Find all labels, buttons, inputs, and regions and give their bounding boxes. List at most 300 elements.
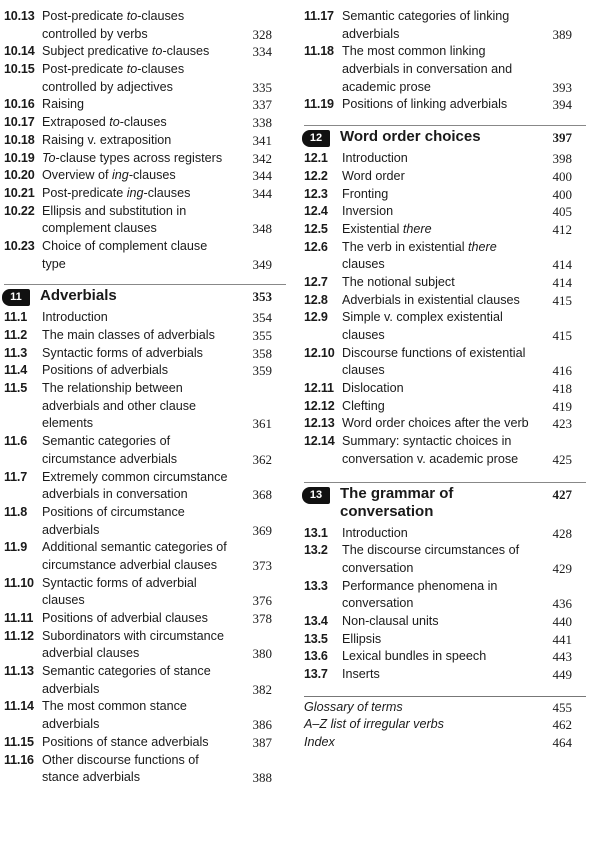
section-title: clauses [342, 257, 385, 272]
page-number: 441 [552, 631, 572, 647]
italic-term: ing [126, 185, 144, 200]
toc-entry [304, 168, 586, 186]
section-title: Word order [342, 168, 405, 183]
section-title: Post-predicate to-clauses [42, 9, 185, 23]
toc-entry-line [4, 220, 286, 238]
page-number: 359 [252, 363, 272, 379]
section-title: Overview of ing-clauses [42, 168, 176, 183]
toc-entry [4, 327, 286, 345]
italic-term: to [151, 44, 163, 59]
page-number: 386 [252, 717, 272, 733]
toc-entry-line [4, 362, 286, 380]
page-number: 355 [252, 328, 272, 343]
toc-entry-line [4, 769, 286, 787]
toc-entry-line [4, 96, 286, 114]
toc-entry-line [4, 716, 286, 734]
toc-column-right [304, 8, 586, 752]
chapter-number-badge: 12 [302, 130, 330, 147]
toc-entry [4, 663, 286, 698]
section-number: 13.2 [304, 543, 328, 558]
toc-entry-line [304, 309, 586, 327]
page-number: 415 [552, 328, 572, 343]
page-number: 449 [552, 667, 572, 682]
toc-entry [304, 221, 586, 239]
section-title: Inversion [342, 204, 394, 219]
toc-entry-line [4, 43, 286, 61]
section-title: clauses [342, 363, 385, 378]
toc-entry-line [4, 504, 286, 522]
toc-entry [304, 309, 586, 344]
page-number: 419 [552, 398, 572, 414]
section-title: Performance phenomena in [342, 578, 498, 593]
toc-entry-line [304, 525, 586, 543]
section-number: 11.1 [4, 310, 28, 325]
section-number: 11.12 [4, 628, 34, 643]
page-number: 414 [552, 274, 572, 290]
section-number: 12.2 [304, 168, 328, 183]
section-title: Inserts [342, 667, 380, 681]
back-matter-entry [304, 699, 586, 717]
page-number: 348 [252, 221, 272, 237]
toc-entry-line [4, 663, 286, 681]
italic-term: there [468, 239, 497, 254]
section-number: 10.15 [4, 62, 35, 77]
toc-entry [4, 238, 286, 273]
section-title: Extremely common circumstance [42, 469, 228, 484]
section-title: complement clauses [42, 221, 157, 236]
toc-entry [4, 628, 286, 663]
toc-entry-line [4, 698, 286, 716]
toc-entry-line [4, 238, 286, 256]
section-title: Semantic categories of [42, 434, 171, 449]
toc-entry [4, 309, 286, 327]
page-number: 341 [252, 132, 272, 148]
toc-entry-line [4, 433, 286, 451]
page-number: 368 [252, 487, 272, 503]
toc-entry-line [4, 681, 286, 699]
toc-entry [304, 398, 586, 416]
italic-term: ing [112, 168, 129, 183]
page-number: 415 [552, 292, 572, 308]
page-number: 337 [252, 97, 272, 113]
chapter-title: Adverbials [40, 287, 117, 305]
section-title: Choice of complement clause [42, 238, 208, 253]
section-number: 11.10 [4, 575, 34, 590]
toc-entry [4, 114, 286, 132]
section-number: 12.5 [304, 221, 328, 236]
section-title: adverbials [42, 681, 100, 696]
section-title: Discourse functions of existential [342, 345, 526, 360]
toc-entry-line [304, 542, 586, 560]
page-number: 436 [552, 596, 572, 612]
chapter-title: Word order choices [340, 128, 481, 146]
toc-entry [4, 43, 286, 61]
section-number: 12.1 [304, 151, 328, 166]
toc-entry-line [4, 610, 286, 628]
back-matter-entry [304, 734, 586, 752]
toc-entry [304, 542, 586, 577]
section-title: clauses [42, 593, 85, 608]
page-number: 361 [252, 416, 272, 432]
section-number: 11.16 [4, 752, 34, 767]
toc-entry [4, 610, 286, 628]
toc-entry [4, 539, 286, 574]
toc-entry [4, 698, 286, 733]
toc-entry-line [304, 96, 586, 114]
toc-entry-line [304, 26, 586, 44]
chapter-heading [304, 125, 586, 150]
toc-entry-line [4, 734, 286, 752]
section-title: Other discourse functions of [42, 752, 199, 767]
toc-entry-line [4, 557, 286, 575]
chapter-page-number: 353 [252, 289, 272, 305]
section-number: 11.14 [4, 699, 34, 714]
page-number: 382 [252, 681, 272, 697]
page-number: 400 [552, 168, 572, 184]
section-number: 11.8 [4, 504, 28, 519]
toc-entry [304, 274, 586, 292]
section-title: Raising v. extraposition [42, 132, 172, 147]
section-number: 12.13 [304, 416, 335, 431]
toc-entry [4, 469, 286, 504]
page-number: 414 [552, 257, 572, 273]
page-number: 338 [252, 115, 272, 131]
toc-entry [4, 203, 286, 238]
section-number: 10.13 [4, 9, 35, 23]
section-number: 10.16 [4, 97, 35, 112]
toc-entry [4, 345, 286, 363]
page-number: 418 [552, 381, 572, 397]
section-title: adverbials in conversation and [342, 62, 513, 77]
section-number: 11.2 [4, 328, 28, 342]
section-title: The discourse circumstances of [342, 543, 520, 558]
toc-entry-line [304, 79, 586, 97]
section-number: 10.23 [4, 238, 35, 253]
italic-term: To [42, 150, 56, 165]
section-title: The main classes of adverbials [42, 328, 215, 342]
section-title: The relationship between [42, 381, 183, 396]
section-number: 11.17 [304, 9, 334, 23]
section-title: adverbials [42, 717, 100, 732]
toc-entry [304, 613, 586, 631]
section-number: 12.7 [304, 274, 328, 289]
toc-entry-line [4, 61, 286, 79]
section-title: Positions of stance adverbials [42, 734, 209, 749]
page-number: 344 [252, 168, 272, 184]
toc-entry-line [304, 150, 586, 168]
section-title: Ellipsis [342, 631, 382, 646]
page-number: 464 [552, 735, 572, 751]
toc-entry [304, 186, 586, 204]
toc-entry [304, 292, 586, 310]
section-title: Adverbials in existential clauses [342, 292, 520, 307]
toc-entry [304, 433, 586, 468]
toc-entry-line [4, 150, 286, 168]
section-number: 12.8 [304, 292, 328, 307]
section-title: Word order choices after the verb [342, 416, 529, 431]
section-title: Introduction [342, 151, 408, 166]
section-title: Post-predicate ing-clauses [42, 185, 191, 200]
toc-entry [4, 380, 286, 433]
toc-entry-line [4, 309, 286, 327]
italic-term: to [109, 115, 120, 130]
section-title: conversation [342, 560, 414, 575]
toc-entry-line [304, 415, 586, 433]
section-title: adverbials in conversation [42, 487, 188, 502]
toc-column-left [4, 8, 286, 787]
section-number: 11.4 [4, 363, 28, 378]
section-title: adverbials [342, 26, 400, 41]
toc-entry-line [304, 398, 586, 416]
toc-entry [4, 575, 286, 610]
page-number: 398 [552, 151, 572, 167]
section-number: 11.13 [4, 664, 34, 679]
toc-entry-line [4, 469, 286, 487]
toc-entry-line [304, 380, 586, 398]
section-number: 10.22 [4, 203, 35, 218]
page-number: 423 [552, 416, 572, 432]
section-number: 12.11 [304, 381, 334, 396]
page-number: 376 [252, 593, 272, 609]
toc-entry-line [4, 8, 286, 26]
section-title: Non-clausal units [342, 613, 439, 628]
toc-entry [4, 61, 286, 96]
section-number: 13.5 [304, 631, 328, 646]
toc-entry [304, 525, 586, 543]
section-title: Lexical bundles in speech [342, 649, 487, 664]
toc-entry [304, 666, 586, 684]
section-number: 11.5 [4, 381, 28, 396]
toc-entry [4, 96, 286, 114]
toc-entry-line [304, 595, 586, 613]
section-number: 12.12 [304, 398, 335, 413]
section-number: 10.14 [4, 44, 35, 59]
toc-entry-line [4, 203, 286, 221]
page-number: 412 [552, 221, 572, 237]
italic-term: to [126, 62, 138, 77]
page-number: 405 [552, 204, 572, 220]
section-number: 13.4 [304, 613, 328, 628]
back-matter-entry [304, 716, 586, 734]
section-number: 11.6 [4, 434, 28, 449]
toc-entry-line [4, 592, 286, 610]
toc-entry [304, 150, 586, 168]
page-number: 400 [552, 186, 572, 202]
section-number: 10.17 [4, 115, 35, 130]
toc-entry [304, 648, 586, 666]
toc-entry-line [304, 168, 586, 186]
section-title: circumstance adverbials [42, 451, 178, 466]
toc-entry-line [4, 628, 286, 646]
section-title: adverbial clauses [42, 646, 140, 661]
chapter-number-badge: 11 [2, 289, 30, 306]
section-title: Ellipsis and substitution in [42, 203, 187, 218]
italic-term: to [126, 9, 138, 23]
page-number: 462 [552, 717, 572, 733]
page-number: 342 [252, 150, 272, 166]
page-number: 416 [552, 363, 572, 379]
section-title: type [42, 256, 66, 271]
section-title: Positions of circumstance [42, 504, 185, 519]
section-number: 12.9 [304, 310, 328, 325]
toc-entry-line [4, 79, 286, 97]
toc-entry-line [4, 486, 286, 504]
toc-entry [304, 345, 586, 380]
toc-entry-line [304, 699, 586, 717]
page-number: 349 [252, 256, 272, 272]
section-number: 12.4 [304, 204, 328, 219]
section-title: conversation v. academic prose [342, 451, 519, 466]
section-number: 11.7 [4, 469, 28, 484]
toc-entry-line [4, 415, 286, 433]
section-title: elements [42, 416, 94, 431]
toc-entry [304, 380, 586, 398]
toc-entry [304, 203, 586, 221]
section-title: Positions of adverbials [42, 363, 169, 378]
toc-entry-line [304, 734, 586, 752]
page-number: 428 [552, 525, 572, 541]
page-number: 334 [252, 44, 272, 60]
toc-entry-line [4, 26, 286, 44]
toc-entry-line [4, 398, 286, 416]
page-number: 335 [252, 79, 272, 95]
section-title: Subordinators with circumstance [42, 628, 224, 643]
page-number: 387 [252, 734, 272, 750]
chapter-title: The grammar of conversation [340, 484, 454, 520]
toc-entry-line [304, 292, 586, 310]
section-title: conversation [342, 596, 414, 611]
section-title: Positions of linking adverbials [342, 97, 508, 112]
section-title: Extraposed to-clauses [42, 115, 167, 130]
section-title: Simple v. complex existential [342, 310, 503, 325]
toc-entry [304, 8, 586, 43]
section-title: Introduction [342, 525, 408, 540]
page-number: 388 [252, 770, 272, 786]
toc-entry [4, 752, 286, 787]
toc-entry-line [304, 433, 586, 451]
toc-entry-line [4, 451, 286, 469]
toc-entry-line [304, 613, 586, 631]
toc-entry-line [4, 185, 286, 203]
section-title: Glossary of terms [304, 699, 403, 714]
section-title: The verb in existential there [342, 239, 497, 254]
toc-entry-line [304, 362, 586, 380]
section-number: 10.18 [4, 132, 35, 147]
chapter-page-number: 397 [552, 130, 572, 146]
section-title: stance adverbials [42, 770, 141, 785]
section-number: 11.15 [4, 734, 34, 749]
page-number: 369 [252, 522, 272, 538]
toc-entry [4, 362, 286, 380]
toc-entry-line [4, 256, 286, 274]
toc-entry-line [304, 716, 586, 734]
section-number: 12.10 [304, 345, 335, 360]
toc-entry [4, 185, 286, 203]
toc-entry-line [304, 186, 586, 204]
section-number: 13.1 [304, 525, 328, 540]
chapter-heading [4, 284, 286, 309]
toc-entry [304, 43, 586, 96]
toc-entry [304, 578, 586, 613]
section-title: clauses [342, 328, 385, 342]
toc-entry-line [4, 380, 286, 398]
toc-entry-line [304, 274, 586, 292]
toc-entry-line [304, 578, 586, 596]
toc-entry [304, 239, 586, 274]
toc-entry-line [304, 239, 586, 257]
section-number: 11.9 [4, 540, 28, 555]
section-title: Summary: syntactic choices in [342, 434, 512, 449]
page-number: 393 [552, 79, 572, 95]
section-title: Semantic categories of stance [42, 664, 211, 679]
page-number: 443 [552, 649, 572, 665]
section-title: controlled by adjectives [42, 79, 173, 94]
section-title: Fronting [342, 186, 389, 201]
section-title: Additional semantic categories of [42, 540, 227, 555]
section-title: Post-predicate to-clauses [42, 62, 185, 77]
section-title: Raising [42, 97, 84, 112]
section-title: Introduction [42, 310, 108, 325]
chapter-heading [304, 482, 586, 525]
page-number: 429 [552, 560, 572, 576]
toc-entry-line [4, 327, 286, 345]
toc-entry-line [304, 43, 586, 61]
toc-entry-line [304, 327, 586, 345]
section-number: 12.6 [304, 239, 328, 254]
section-number: 11.11 [4, 611, 34, 625]
toc-entry [304, 96, 586, 114]
section-number: 10.19 [4, 150, 35, 165]
section-title: A–Z list of irregular verbs [304, 717, 444, 732]
toc-entry-line [304, 8, 586, 26]
page-number: 455 [552, 699, 572, 715]
toc-entry-line [304, 256, 586, 274]
toc-entry-line [4, 575, 286, 593]
toc-entry-line [4, 114, 286, 132]
page-number: 344 [252, 185, 272, 201]
section-title: adverbials and other clause [42, 398, 197, 413]
toc-entry-line [304, 560, 586, 578]
section-number: 10.21 [4, 185, 35, 200]
page-number: 328 [252, 26, 272, 42]
toc-entry-line [4, 132, 286, 150]
section-title: The most common linking [342, 44, 486, 59]
toc-entry [4, 8, 286, 43]
toc-entry-line [304, 631, 586, 649]
toc-entry [4, 132, 286, 150]
page-number: 394 [552, 97, 572, 113]
section-title: To-clause types across registers [42, 150, 223, 165]
section-number: 13.7 [304, 667, 328, 681]
toc-entry [4, 504, 286, 539]
page-number: 373 [252, 557, 272, 573]
section-number: 11.19 [304, 97, 334, 112]
chapter-number-badge: 13 [302, 487, 330, 504]
section-title: adverbials [42, 522, 100, 537]
page-number: 362 [252, 451, 272, 467]
toc-entry-line [4, 167, 286, 185]
section-title: Semantic categories of linking [342, 9, 510, 23]
toc-entry [4, 433, 286, 468]
chapter-page-number: 427 [552, 486, 572, 502]
toc-entry [4, 167, 286, 185]
section-number: 10.20 [4, 168, 35, 183]
section-number: 11.18 [304, 44, 334, 59]
page-number: 354 [252, 310, 272, 326]
toc-entry-line [4, 522, 286, 540]
toc-entry-line [304, 648, 586, 666]
toc-entry-line [304, 221, 586, 239]
